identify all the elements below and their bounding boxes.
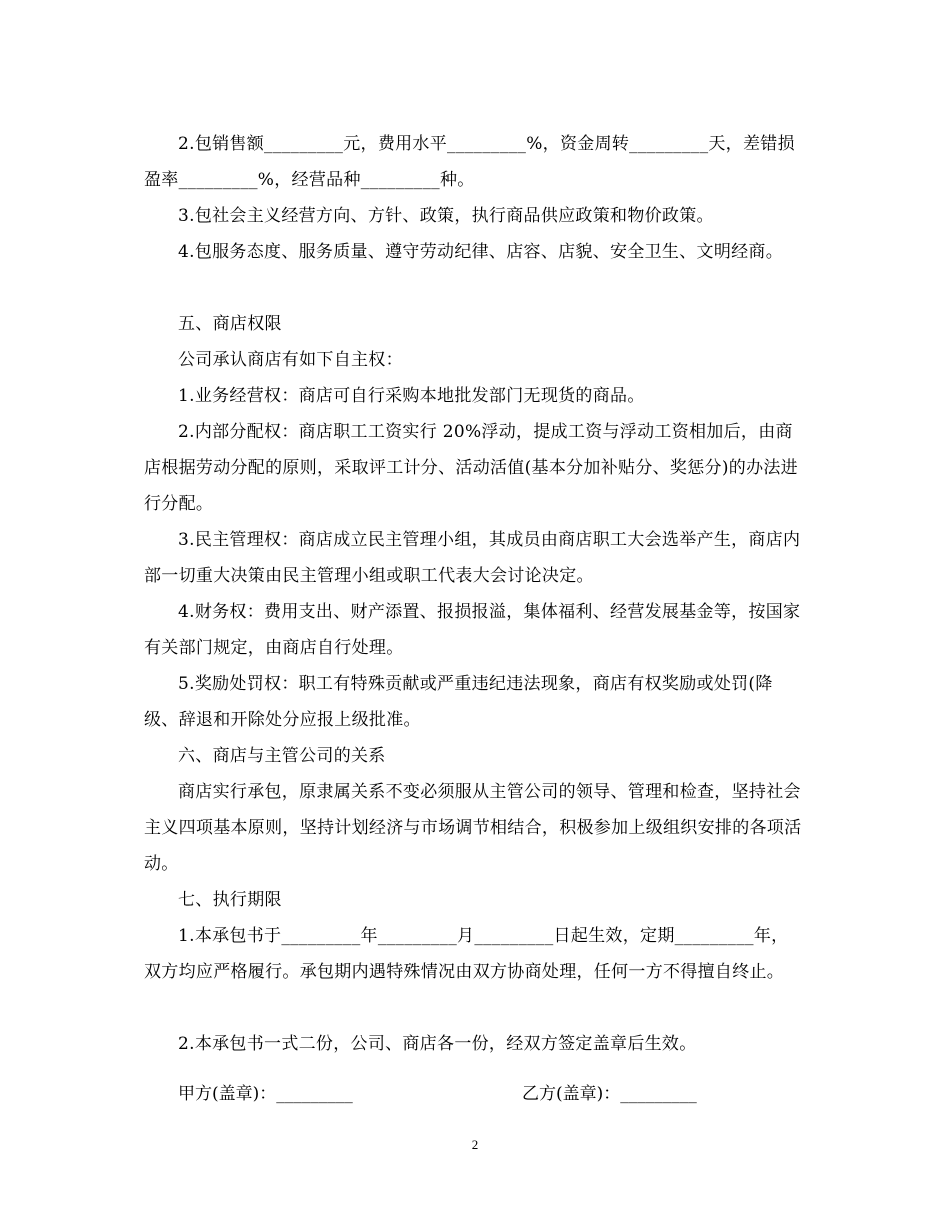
section-heading-5: 五、商店权限: [178, 314, 282, 334]
clause-4-2: 2.包销售额_________元，费用水平_________%，资金周转_________天，差错损盈率_________%，经营品种_________种。: [144, 134, 795, 190]
clause-5-2: 2.内部分配权：商店职工工资实行 20%浮动，提成工资与浮动工资相加后，由商店根据劳动分配的原则，采取评工计分、活动活值(基本分加补贴分、奖惩分)的办法进行分配。: [144, 422, 798, 514]
party-a-signature: 甲方(盖章)：_________: [178, 1084, 353, 1104]
party-b-signature: 乙方(盖章)：_________: [522, 1084, 697, 1104]
section-5-intro: 公司承认商店有如下自主权：: [178, 350, 403, 370]
clause-7-1: 1.本承包书于_________年_________月_________日起生效，定期_________年，双方均应严格履行。承包期内遇特殊情况由双方协商处理，任何一方不得擅自终止。: [144, 926, 789, 982]
clause-5-3: 3.民主管理权：商店成立民主管理小组，其成员由商店职工大会选举产生，商店内部一切重大决策由民主管理小组或职工代表大会讨论决定。: [144, 530, 801, 586]
section-6-body: 商店实行承包，原隶属关系不变必须服从主管公司的领导、管理和检查，坚持社会主义四项基本原则，坚持计划经济与市场调节相结合，积极参加上级组织安排的各项活动。: [144, 782, 802, 874]
section-heading-7: 七、执行期限: [178, 890, 282, 910]
section-heading-6: 六、商店与主管公司的关系: [178, 746, 386, 766]
clause-7-2: 2.本承包书一式二份，公司、商店各一份，经双方签定盖章后生效。: [178, 1034, 697, 1054]
clause-4-3: 3.包社会主义经营方向、方针、政策，执行商品供应政策和物价政策。: [178, 206, 714, 226]
page-number: 2: [471, 1137, 479, 1152]
clause-5-1: 1.业务经营权：商店可自行采购本地批发部门无现货的商品。: [178, 386, 645, 406]
clause-5-4: 4.财务权：费用支出、财产添置、报损报溢，集体福利、经营发展基金等，按国家有关部门规定，由商店自行处理。: [144, 602, 801, 658]
clause-4-4: 4.包服务态度、服务质量、遵守劳动纪律、店容、店貌、安全卫生、文明经商。: [178, 242, 784, 262]
clause-5-5: 5.奖励处罚权：职工有特殊贡献或严重违纪违法现象，商店有权奖励或处罚(降级、辞退和开除处分应报上级批准。: [144, 674, 773, 730]
